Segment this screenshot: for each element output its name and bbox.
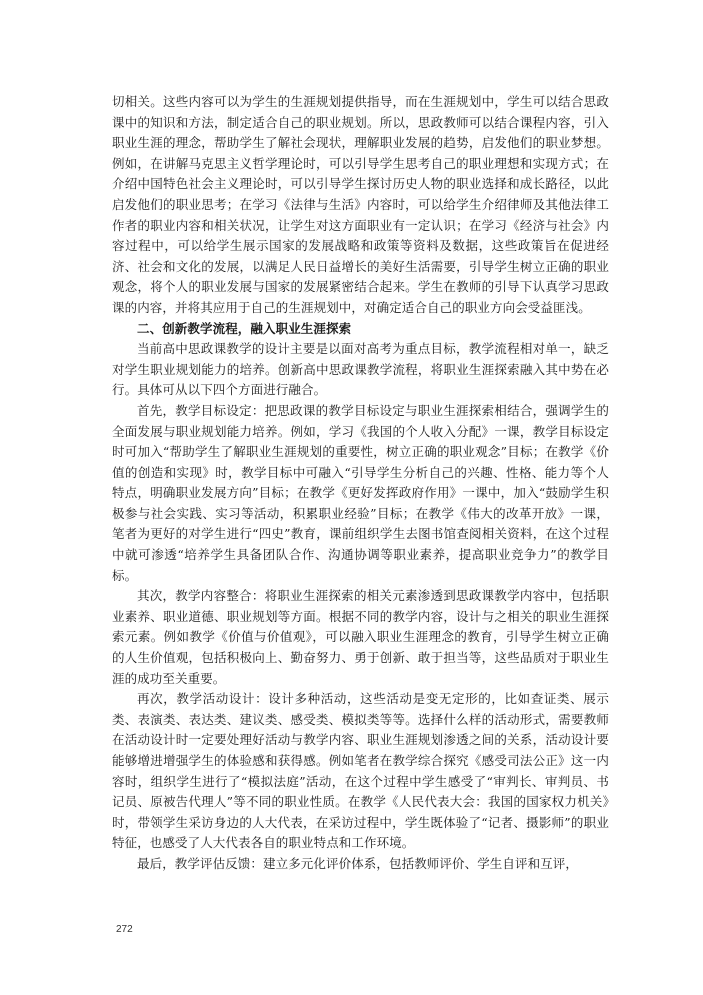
- paragraph: 再次，教学活动设计：设计多种活动，这些活动是变无定形的，比如查证类、展示类、表演类、表达类、建议类、感受类、模拟类等等。选择什么样的活动形式，需要教师在活动设计时一定要处理好活动与教学内容、职业生涯规划渗透之间的关系，活动设计要能够增进增强学生的体验感和获得感。例如笔者在教学综合探究《感受司法公正》这一内容时，组织学生进行了“模拟法庭”活动，在这个过程中学生感受了“审判长、审判员、书记员、原被告代理人”等不同的职业性质。在教学《人民代表大会：我国的国家权力机关》时，带领学生采访身边的人大代表，在采访过程中，学生既体验了“记者、摄影师”的职业特征，也感受了人大代表各自的职业特点和工作环境。: [112, 691, 609, 851]
- paragraph: 首先，教学目标设定：把思政课的教学目标设定与职业生涯探索相结合，强调学生的全面发展与职业规划能力培养。例如，学习《我国的个人收入分配》一课，教学目标设定时可加入“帮助学生了解职业生涯规划的重要性，树立正确的职业观念”目标；在教学《价值的创造和实现》时，教学目标中可融入“引导学生分析自己的兴趣、性格、能力等个人特点，明确职业发展方向”目标；在教学《更好发挥政府作用》一课中，加入“鼓励学生积极参与社会实践、实习等活动，积累职业经验”目标；在教学《伟大的改革开放》一课，笔者为更好的对学生进行“四史”教育，课前组织学生去图书馆查阅相关资料，在这个过程中就可渗透“培养学生具备团队合作、沟通协调等职业素养，提高职业竞争力”的教学目标。: [112, 402, 609, 583]
- paragraph: 切相关。这些内容可以为学生的生涯规划提供指导，而在生涯规划中，学生可以结合思政课中的知识和方法，制定适合自己的职业规划。所以，思政教师可以结合课程内容，引入职业生涯的理念，帮助学生了解社会现状，理解职业发展的趋势，启发他们的职业梦想。例如，在讲解马克思主义哲学理论时，可以引导学生思考自己的职业理想和实现方式；在介绍中国特色社会主义理论时，可以引导学生探讨历史人物的职业选择和成长路径，以此启发他们的职业思考；在学习《法律与生活》内容时，可以给学生介绍律师及其他法律工作者的职业内容和相关状况，让学生对这方面职业有一定认识；在学习《经济与社会》内容过程中，可以给学生展示国家的发展战略和政策等资料及数据，这些政策旨在促进经济、社会和文化的发展，以满足人民日益增长的美好生活需要，引导学生树立正确的职业观念，将个人的职业发展与国家的发展紧密结合起来。学生在教师的引导下认真学习思政课的内容，并将其应用于自己的生涯规划中，对确定适合自己的职业方向会受益匪浅。: [112, 94, 609, 315]
- paragraph: 最后，教学评估反馈：建立多元化评价体系，包括教师评价、学生自评和互评，: [137, 855, 579, 871]
- section-heading: 二、创新教学流程，融入职业生涯探索: [137, 320, 352, 336]
- paragraph: 其次，教学内容整合：将职业生涯探索的相关元素渗透到思政课教学内容中，包括职业素养、职业道德、职业规划等方面。根据不同的教学内容，设计与之相关的职业生涯探索元素。例如教学《价值与价值观》，可以融入职业生涯理念的教育，引导学生树立正确的人生价值观，包括积极向上、勤奋努力、勇于创新、敢于担当等，这些品质对于职业生涯的成功至关重要。: [112, 588, 609, 686]
- paragraph: 当前高中思政课教学的设计主要是以面对高考为重点目标，教学流程相对单一，缺乏对学生职业规划能力的培养。创新高中思政课教学流程，将职业生涯探索融入其中势在必行。具体可从以下四个方面进行融合。: [112, 341, 609, 398]
- page-number: 272: [116, 924, 133, 935]
- body-text: [112, 92, 609, 875]
